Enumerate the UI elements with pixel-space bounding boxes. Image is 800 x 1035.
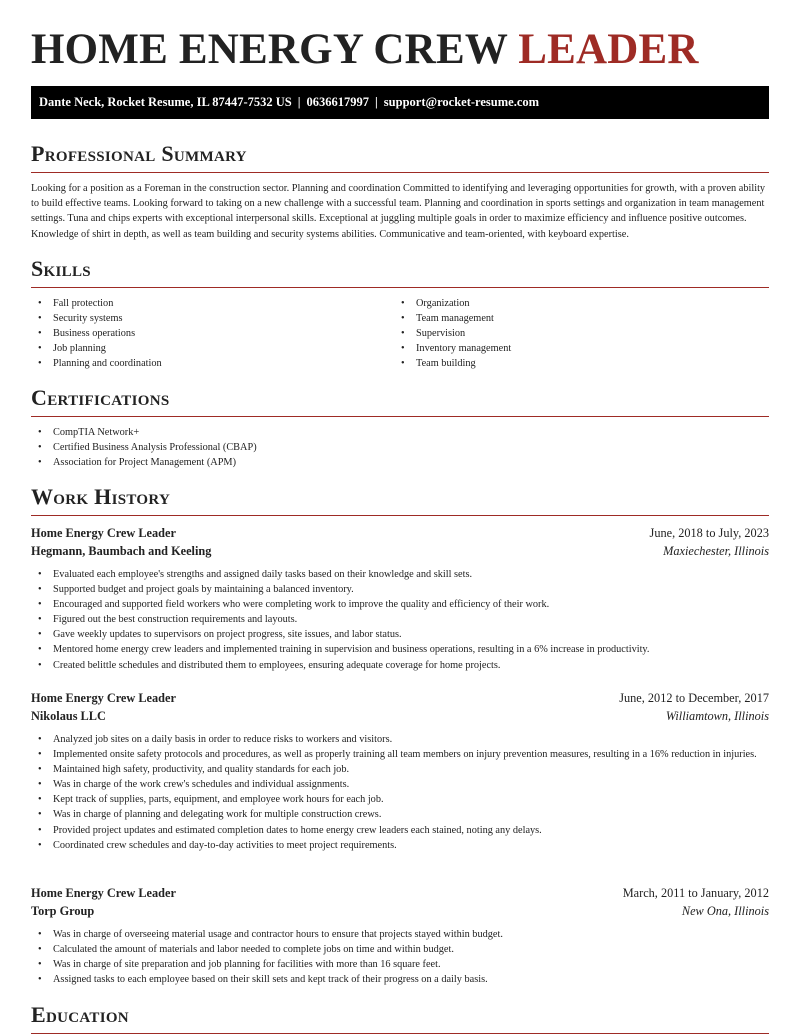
section-heading-skills: Skills [31, 256, 91, 281]
certification-item: • CompTIA Network+ [31, 425, 769, 440]
job-duty-item: • Gave weekly updates to supervisors on project progress, site issues, and labor status. [31, 627, 771, 642]
job-duty-item: • Was in charge of overseeing material usage and contractor hours to ensure that projects stayed within budget. [31, 927, 771, 942]
job-duties-list [31, 927, 771, 987]
certifications-list [31, 425, 769, 470]
contact-address: Dante Neck, Rocket Resume, IL 87447-7532 US [39, 95, 292, 109]
job-duty-item: • Was in charge of the work crew's schedules and individual assignments. [31, 777, 771, 792]
skill-item: • Inventory management [394, 341, 754, 356]
job-duty-item: • Analyzed job sites on a daily basis in order to reduce risks to workers and visitors. [31, 732, 771, 747]
skill-item: • Security systems [31, 311, 391, 326]
job-duty-item: • Created belittle schedules and distributed them to employees, ensuring adequate coverage for home projects. [31, 658, 771, 673]
job-duties-list [31, 732, 771, 853]
job-location: Williamtown, Illinois [665, 709, 769, 723]
skill-item: • Fall protection [31, 296, 391, 311]
job-duty-item: • Assigned tasks to each employee based on their skill sets and kept track of their progress on a daily basis. [31, 972, 771, 987]
contact-separator: | [297, 95, 301, 109]
job-duty-item: • Was in charge of planning and delegating work for multiple construction crews. [31, 807, 771, 822]
job-duty-item: • Mentored home energy crew leaders and implemented training in supervision and business operations, resulting in a 6% increase in productivity. [31, 642, 771, 657]
certification-item: • Association for Project Management (APM) [31, 455, 769, 470]
title-accent-word: LEADER [518, 26, 699, 73]
contact-separator: | [375, 95, 378, 109]
summary-text: Looking for a position as a Foreman in the construction sector. Planning and coordination Committed to identifying and leveraging opportunities for growth, with a proven ability to build effective teams. Looking forward to taking on a new challenge with a successful team. Planning and coordination in sports settings and organization in team management settings. Tuna and chips experts with exceptional interpersonal skills. Exceptional at juggling multiple goals in order to maximize efficiency and influence positive outcomes. Knowledge of shirt in depth, as well as team building and security systems abilities. Communicative and team-oriented, with keyboard expertise. [31, 183, 766, 240]
contact-phone: 0636617997 [306, 95, 370, 109]
contact-email[interactable]: support@rocket-resume.com [383, 95, 540, 109]
section-divider [31, 1033, 769, 1034]
job-duty-item: • Calculated the amount of materials and labor needed to complete jobs on time and within budget. [31, 942, 771, 957]
job-dates: June, 2018 to July, 2023 [649, 526, 769, 540]
section-divider [31, 515, 769, 516]
job-location: Maxiechester, Illinois [663, 544, 769, 558]
skill-item: • Business operations [31, 326, 391, 341]
contact-bar [31, 86, 769, 119]
job-title: Home Energy Crew Leader [31, 886, 176, 900]
certification-item: • Certified Business Analysis Professional (CBAP) [31, 440, 769, 455]
skill-item: • Organization [394, 296, 754, 311]
job-duties-list [31, 567, 771, 673]
job-title: Home Energy Crew Leader [31, 691, 176, 705]
job-duty-item: • Kept track of supplies, parts, equipment, and employee work hours for each job. [31, 792, 771, 807]
job-duty-item: • Figured out the best construction requirements and layouts. [31, 612, 771, 627]
job-duty-item: • Evaluated each employee's strengths and assigned daily tasks based on their knowledge and skill sets. [31, 567, 771, 582]
section-divider [31, 416, 769, 417]
job-duty-item: • Maintained high safety, productivity, and quality standards for each job. [31, 762, 771, 777]
resume-title [31, 24, 699, 76]
section-heading-summary: Professional Summary [31, 141, 247, 166]
skill-item: • Supervision [394, 326, 754, 341]
skill-item: • Team management [394, 311, 754, 326]
section-heading-certifications: Certifications [31, 385, 170, 410]
section-divider [31, 172, 769, 173]
section-heading-work-history: Work History [31, 484, 171, 509]
job-company: Nikolaus LLC [31, 709, 106, 723]
job-title: Home Energy Crew Leader [31, 526, 176, 540]
job-company: Torp Group [31, 904, 95, 918]
job-dates: June, 2012 to December, 2017 [619, 691, 769, 705]
job-company: Hegmann, Baumbach and Keeling [31, 544, 212, 558]
job-duty-item: • Implemented onsite safety protocols and procedures, as well as properly training all team members on injury prevention measures, resulting in a 16% reduction in injuries. [31, 747, 771, 762]
skill-item: • Planning and coordination [31, 356, 391, 371]
section-divider [31, 287, 769, 288]
skill-item: • Team building [394, 356, 754, 371]
skills-list-right [394, 296, 754, 371]
title-job-name: HOME ENERGY CREW [31, 26, 508, 73]
section-heading-education: Education [31, 1002, 129, 1027]
job-duty-item: • Coordinated crew schedules and day-to-day activities to meet project requirements. [31, 838, 771, 853]
job-duty-item: • Encouraged and supported field workers who were completing work to improve the quality and efficiency of their work. [31, 597, 771, 612]
job-duty-item: • Provided project updates and estimated completion dates to home energy crew leaders each stained, noting any delays. [31, 823, 771, 838]
job-dates: March, 2011 to January, 2012 [622, 886, 769, 900]
job-duty-item: • Was in charge of site preparation and job planning for facilities with more than 16 square feet. [31, 957, 771, 972]
job-location: New Ona, Illinois [681, 904, 769, 918]
job-duty-item: • Supported budget and project goals by maintaining a balanced inventory. [31, 582, 771, 597]
skill-item: • Job planning [31, 341, 391, 356]
skills-list-left [31, 296, 391, 371]
